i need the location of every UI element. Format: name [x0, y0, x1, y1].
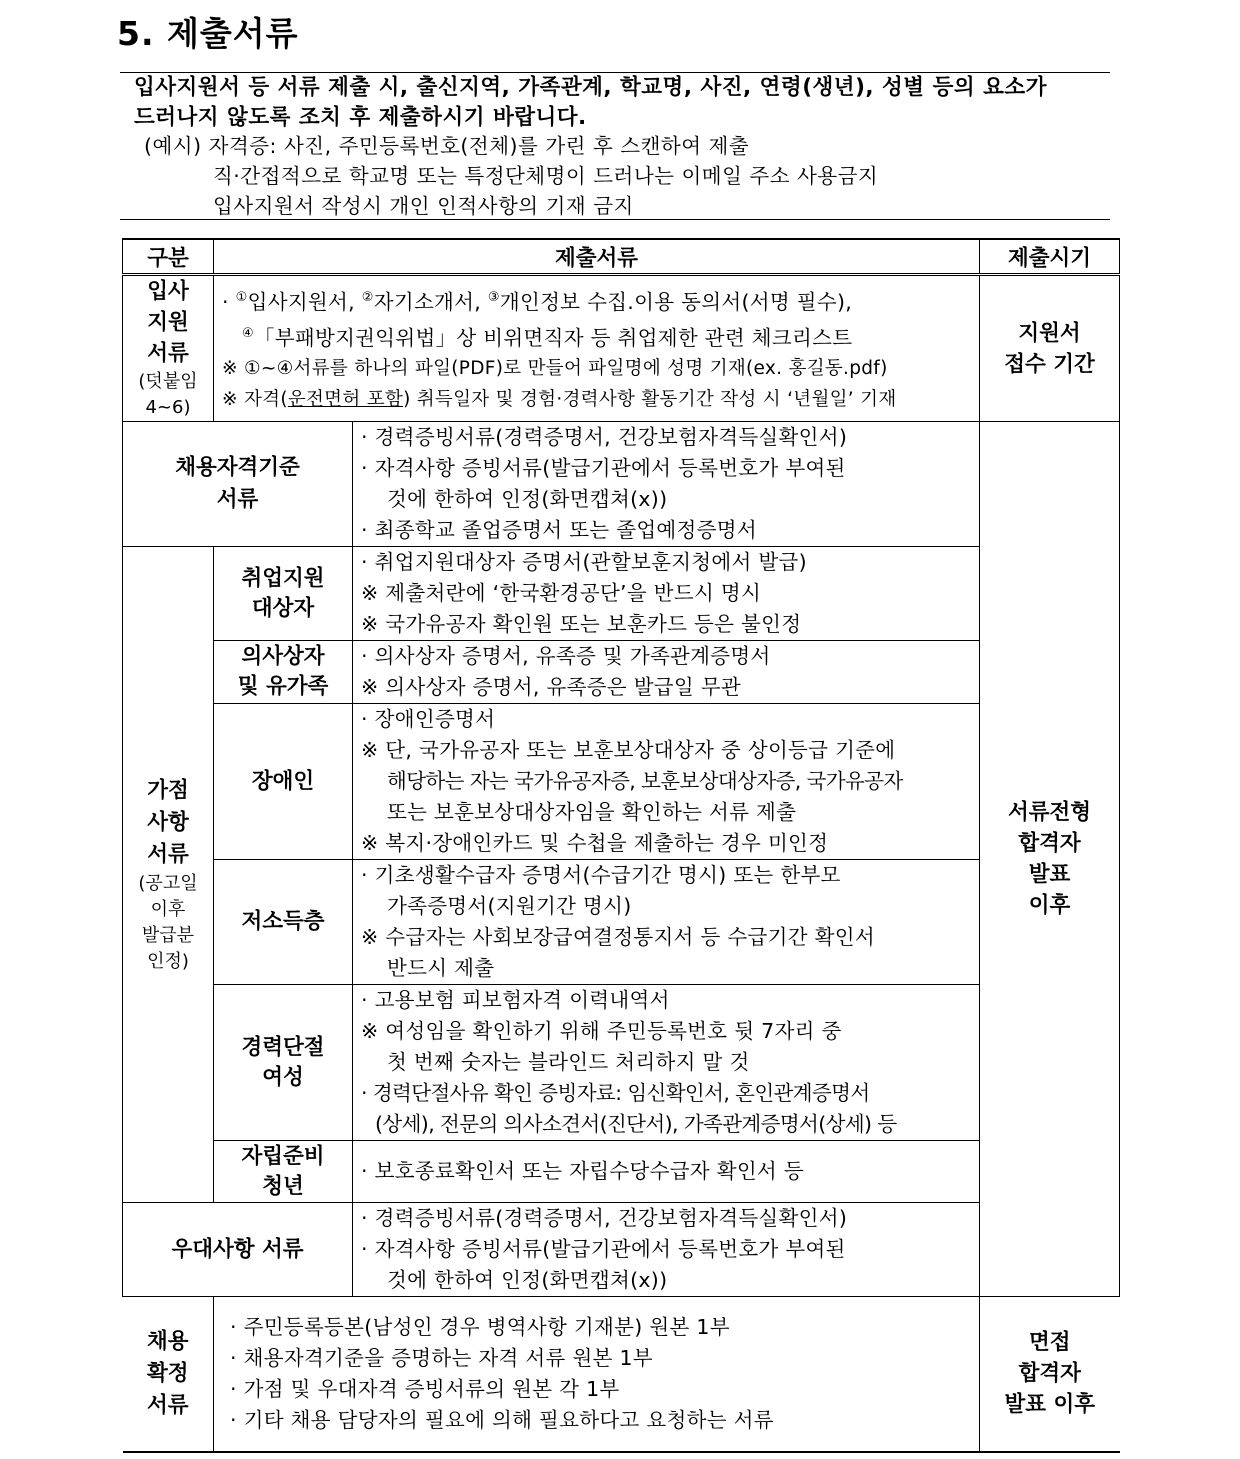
application-content: [214, 275, 980, 422]
row-preference: [123, 1203, 1120, 1297]
row-application: [123, 275, 1120, 422]
content-line: · 고용보험 피보험자격 이력내역서: [361, 988, 670, 1012]
content-line: ※ 단, 국가유공자 또는 보훈보상대상자 중 상이등급 기준에: [361, 738, 896, 762]
application-line-1: [222, 282, 969, 318]
row-bonus-youth: [123, 1141, 1120, 1203]
content-line: · 보호종료확인서 또는 자립수당수급자 확인서 등: [361, 1159, 804, 1183]
item-text: 자기소개서,: [373, 289, 488, 314]
bonus-content-employment: [353, 547, 980, 641]
bonus-name-career-break: 경력단절 여성: [214, 985, 353, 1141]
content-line: · 장애인증명서: [361, 707, 496, 731]
bonus-name-disabled: 장애인: [214, 704, 353, 860]
item-text: 「부패방지권익위법」상 비위면직자 등 취업제한 관련 체크리스트: [253, 325, 853, 350]
content-line: ※ 제출처란에 ‘한국환경공단’을 반드시 명시: [361, 581, 762, 605]
content-line: · 자격사항 증빙서류(발급기관에서 등록번호가 부여된: [361, 1237, 846, 1261]
content-line: 해당하는 자는 국가유공자증, 보훈보상대상자증, 국가유공자: [387, 769, 903, 793]
note-text: ※ 자격(: [222, 389, 288, 411]
preference-label: 우대사항 서류: [123, 1203, 353, 1297]
bonus-label-cell: [123, 547, 214, 1203]
row-final: [123, 1297, 1120, 1452]
content-line: 첫 번째 숫자는 블라인드 처리하지 말 것: [387, 1050, 750, 1074]
circled-4: ④: [242, 325, 254, 341]
final-label: 채용 확정 서류: [123, 1297, 214, 1452]
content-line: 것에 한하여 인정(화면캡쳐(x)): [387, 487, 668, 511]
application-timing: 지원서 접수 기간: [980, 275, 1120, 422]
header-row: [123, 239, 1120, 275]
bonus-content-disabled: [353, 704, 980, 860]
circled-3: ③: [487, 289, 500, 305]
note-text: ) 취득일자 및 경험·경력사항 활동기간 작성 시 ‘년월일’ 기재: [403, 389, 897, 411]
content-line: · 기초생활수급자 증명서(수급기간 명시) 또는 한부모: [361, 863, 841, 887]
bonus-label: 가점 사항 서류: [147, 777, 189, 867]
content-line: · 주민등록등본(남성인 경우 병역사항 기재분) 원본 1부: [230, 1314, 730, 1339]
bonus-content-martyr: [353, 641, 980, 704]
bonus-content-low-income: [353, 860, 980, 985]
example-text: 자격증: 사진, 주민등록번호(전체)를 가린 후 스캔하여 제출: [208, 134, 750, 158]
qualification-content: [353, 422, 980, 547]
header-timing: 제출시기: [980, 239, 1120, 275]
bonus-name-low-income: 저소득층: [214, 860, 353, 985]
content-line: (상세), 전문의 의사소견서(진단서), 가족관계증명서(상세) 등: [375, 1112, 897, 1136]
notice-example-3: 입사지원서 작성시 개인 인적사항의 기재 금지: [213, 194, 634, 218]
underlined-text: 운전면허 포함: [287, 389, 404, 411]
content-line: · 경력증빙서류(경력증명서, 건강보험자격득실확인서): [361, 1206, 848, 1230]
item-text: 입사지원서,: [247, 289, 362, 314]
row-bonus-disabled: [123, 704, 1120, 860]
preference-content: [353, 1203, 980, 1297]
qualification-label: 채용자격기준 서류: [123, 422, 353, 547]
row-bonus-low-income: [123, 860, 1120, 985]
bonus-name-youth: 자립준비 청년: [214, 1141, 353, 1203]
bonus-name-employment: 취업지원 대상자: [214, 547, 353, 641]
documents-table: [122, 238, 1120, 1453]
application-label-cell: [123, 275, 214, 422]
notice-line-1: 입사지원서 등 서류 제출 시, 출신지역, 가족관계, 학교명, 사진, 연령(생년), 성별 등의 요소가: [134, 75, 1047, 100]
circled-2: ②: [361, 289, 374, 305]
final-timing: 면접 합격자 발표 이후: [980, 1297, 1120, 1452]
bonus-name-martyr: 의사상자 및 유가족: [214, 641, 353, 704]
row-bonus-martyr: [123, 641, 1120, 704]
content-line: 것에 한하여 인정(화면캡쳐(x)): [387, 1268, 668, 1292]
bonus-sub: (공고일 이후 발급분 인정): [138, 872, 198, 972]
header-category: 구분: [123, 239, 214, 275]
circled-1: ①: [235, 289, 248, 305]
row-bonus-employment: [123, 547, 1120, 641]
content-line: · 취업지원대상자 증명서(관할보훈지청에서 발급): [361, 550, 807, 574]
content-line: · 가점 및 우대자격 증빙서류의 원본 각 1부: [230, 1376, 620, 1401]
content-line: · 의사상자 증명서, 유족증 및 가족관계증명서: [361, 644, 771, 668]
content-line: 반드시 제출: [387, 956, 495, 980]
content-line: ※ 복지·장애인카드 및 수첩을 제출하는 경우 미인정: [361, 831, 829, 855]
notice-example-1: [144, 131, 749, 161]
final-content: [214, 1297, 980, 1452]
content-line: ※ 여성임을 확인하기 위해 주민등록번호 뒷 7자리 중: [361, 1019, 842, 1043]
application-line-4: [222, 384, 969, 415]
notice-line-2: 드러나지 않도록 조치 후 제출하시기 바랍니다.: [134, 105, 587, 130]
item-text: 개인정보 수집.이용 동의서(서명 필수),: [499, 289, 853, 314]
header-documents: 제출서류: [214, 239, 980, 275]
bonus-content-youth: [353, 1141, 980, 1203]
application-sub: (덧붙임 4~6): [138, 371, 198, 418]
content-line: 가족증명서(지원기간 명시): [387, 894, 632, 918]
example-prefix: (예시): [144, 134, 202, 158]
row-bonus-career-break: [123, 985, 1120, 1141]
content-line: ※ 의사상자 증명서, 유족증은 발급일 무관: [361, 675, 742, 699]
content-line: · 자격사항 증빙서류(발급기관에서 등록번호가 부여된: [361, 456, 846, 480]
content-line: ※ 국가유공자 확인원 또는 보훈카드 등은 불인정: [361, 612, 802, 636]
notice-example-2: 직·간접적으로 학교명 또는 특정단체명이 드러나는 이메일 주소 사용금지: [213, 164, 879, 188]
content-line: · 기타 채용 담당자의 필요에 의해 필요하다고 요청하는 서류: [230, 1407, 774, 1432]
bullet: ·: [222, 289, 236, 314]
bonus-content-career-break: [353, 985, 980, 1141]
section-title: 5. 제출서류: [117, 14, 299, 53]
application-line-2: [222, 318, 969, 354]
application-line-3: ※ ①~④서류를 하나의 파일(PDF)로 만들어 파일명에 성명 기재(ex. 홍길동.pdf): [222, 358, 888, 380]
content-line: · 최종학교 졸업증명서 또는 졸업예정증명서: [361, 518, 757, 542]
content-line: · 경력단절사유 확인 증빙자료: 임신확인서, 혼인관계증명서: [361, 1081, 870, 1105]
content-line: · 채용자격기준을 증명하는 자격 서류 원본 1부: [230, 1345, 653, 1370]
bonus-timing: 서류전형 합격자 발표 이후: [980, 422, 1120, 1297]
application-label: 입사 지원 서류: [147, 279, 189, 366]
row-qualification: [123, 422, 1120, 547]
content-line: ※ 수급자는 사회보장급여결정통지서 등 수급기간 확인서: [361, 925, 875, 949]
content-line: 또는 보훈보상대상자임을 확인하는 서류 제출: [387, 800, 797, 824]
content-line: · 경력증빙서류(경력증명서, 건강보험자격득실확인서): [361, 425, 848, 449]
notice-box: [120, 72, 1110, 220]
